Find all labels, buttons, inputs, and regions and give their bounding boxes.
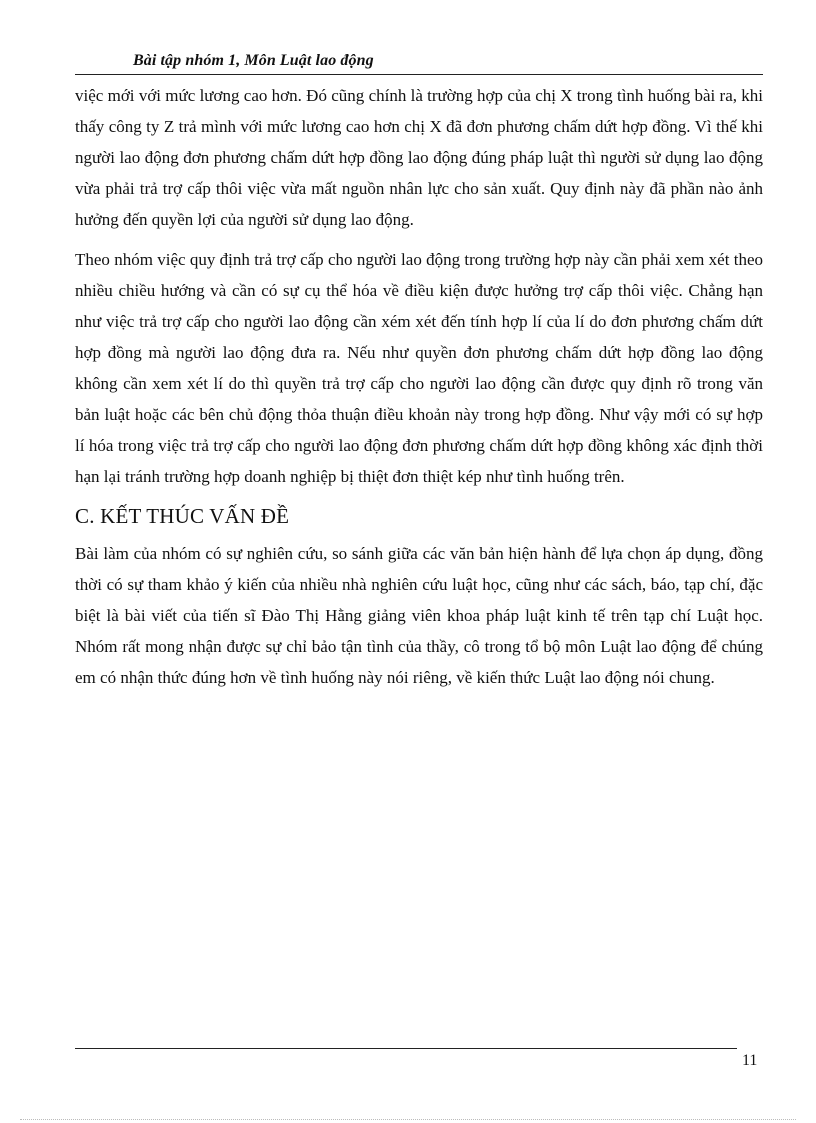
- paragraph-recommendation: Theo nhóm việc quy định trả trợ cấp cho người lao động trong trường hợp này cần phải xem xét theo nhiều chiều hướng và cần có sự cụ thể hóa về điều kiện được hưởng trợ cấp thôi việc. Chẳng hạn như việc trả trợ cấp cho người lao động cần xém xét đến tính hợp lí của lí do đơn phương chấm dứt hợp đồng mà người lao động đưa ra. Nếu như quyền đơn phương chấm dứt hợp đồng lao động không cần xem xét lí do thì quyền trả trợ cấp cho người lao động cần được quy định rõ trong văn bản luật hoặc các bên chủ động thỏa thuận điều khoản này trong hợp đồng. Như vậy mới có sự hợp lí hóa trong việc trả trợ cấp cho người lao động đơn phương chấm dứt hợp đồng không xác định thời hạn lại tránh trường hợp doanh nghiệp bị thiệt đơn thiệt kép như tình huống trên.: [75, 250, 763, 486]
- paragraph-continuation: việc mới với mức lương cao hơn. Đó cũng chính là trường hợp của chị X trong tình huống bài ra, khi thấy công ty Z trả mình với mức lương cao hơn chị X đã đơn phương chấm dứt hợp đồng. Vì thế khi người lao động đơn phương chấm dứt hợp đồng lao động đúng pháp luật thì người sử dụng lao động vừa phải trả trợ cấp thôi việc vừa mất nguồn nhân lực cho sản xuất. Quy định này đã phần nào ảnh hưởng đến quyền lợi của người sử dụng lao động.: [75, 86, 763, 229]
- page-bottom-border: [20, 1119, 796, 1120]
- paragraph-conclusion: Bài làm của nhóm có sự nghiên cứu, so sánh giữa các văn bản hiện hành để lựa chọn áp dụng, đồng thời có sự tham khảo ý kiến của nhiều nhà nghiên cứu luật học, cũng như các sách, báo, tạp chí, đặc biệt là bài viết của tiến sĩ Đào Thị Hằng giảng viên khoa pháp luật kinh tế trên tạp chí Luật học. Nhóm rất mong nhận được sự chỉ bảo tận tình của thầy, cô trong tổ bộ môn Luật lao động để chúng em có nhận thức đúng hơn về tình huống này nói riêng, về kiến thức Luật lao động nói chung.: [75, 544, 763, 687]
- header-title: Bài tập nhóm 1, Môn Luật lao động: [133, 52, 374, 69]
- page-number: 11: [742, 1052, 758, 1069]
- page-body: [75, 80, 763, 693]
- section-heading-conclusion: C. KẾT THÚC VẤN ĐỀ: [75, 504, 290, 528]
- footer-divider: [75, 1048, 737, 1049]
- page-header: [75, 50, 763, 75]
